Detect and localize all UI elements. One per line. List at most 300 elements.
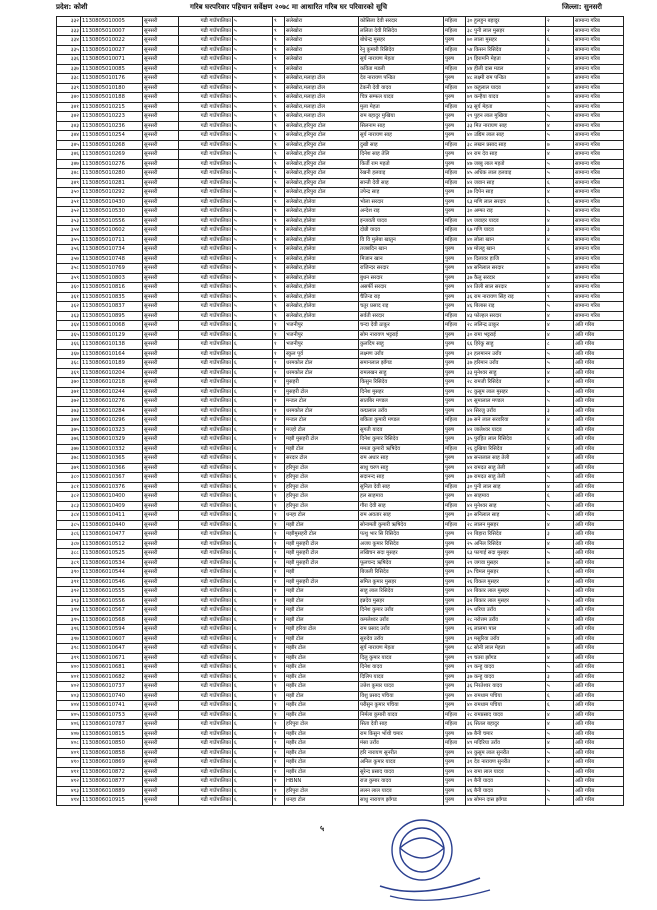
- family-size-cell: ४: [546, 216, 574, 226]
- table-row: [57, 292, 624, 302]
- family-size-cell: ३: [546, 226, 574, 236]
- municipality-cell: गढी गाउँपालिका: [179, 710, 233, 720]
- serial-cell: ४०७: [57, 729, 81, 739]
- gender-cell: पुरुष: [444, 368, 466, 378]
- gender-cell: पुरुष: [444, 691, 466, 701]
- poverty-category-cell: सामान्य गरिब: [574, 273, 624, 283]
- sub-ward-cell: १: [273, 663, 285, 673]
- serial-cell: ३९४: [57, 606, 81, 616]
- district-cell: सुनसरी: [143, 454, 179, 464]
- sub-ward-cell: १: [273, 558, 285, 568]
- table-row: [57, 17, 624, 27]
- ward-cell: ५: [233, 131, 273, 141]
- poverty-category-cell: अति गरिब: [574, 406, 624, 416]
- poverty-category-cell: अति गरिब: [574, 321, 624, 331]
- age-father-name-cell: ३२ बिकार लाल मुसहर: [466, 596, 546, 606]
- gender-cell: पुरुष: [444, 644, 466, 654]
- household-id-cell: 1130806010400: [81, 492, 143, 502]
- ward-cell: ६: [233, 368, 273, 378]
- gender-cell: पुरुष: [444, 93, 466, 103]
- head-name-cell: अजय कुमार रिसिदेव: [359, 539, 444, 549]
- household-id-cell: 1130805010223: [81, 112, 143, 122]
- district-cell: सुनसरी: [143, 121, 179, 131]
- ward-cell: ६: [233, 349, 273, 359]
- ward-cell: ६: [233, 786, 273, 796]
- tole-cell: सलेखोरा,मलाहा टोल: [285, 102, 359, 112]
- municipality-cell: गढी गाउँपालिका: [179, 169, 233, 179]
- family-size-cell: ४: [546, 454, 574, 464]
- household-id-cell: 1130805010085: [81, 64, 143, 74]
- household-id-cell: 1130806010682: [81, 672, 143, 682]
- household-id-cell: 1130806010332: [81, 444, 143, 454]
- sub-ward-cell: १: [273, 672, 285, 682]
- district-cell: सुनसरी: [143, 520, 179, 530]
- family-size-cell: ६: [546, 568, 574, 578]
- table-row: [57, 121, 624, 131]
- tole-cell: भजनीपुर: [285, 321, 359, 331]
- ward-cell: ५: [233, 64, 273, 74]
- municipality-cell: गढी गाउँपालिका: [179, 406, 233, 416]
- district-cell: सुनसरी: [143, 796, 179, 806]
- sub-ward-cell: ९: [273, 188, 285, 198]
- district-cell: सुनसरी: [143, 558, 179, 568]
- ward-cell: ६: [233, 473, 273, 483]
- age-father-name-cell: ३९ मसुरिया उराँव: [466, 634, 546, 644]
- sub-ward-cell: १: [273, 368, 285, 378]
- ward-cell: ६: [233, 663, 273, 673]
- ward-cell: ६: [233, 520, 273, 530]
- serial-cell: ३६४: [57, 321, 81, 331]
- table-row: [57, 140, 624, 150]
- household-id-cell: 1130806010525: [81, 549, 143, 559]
- age-father-name-cell: ४२ राम देव साह: [466, 150, 546, 160]
- household-id-cell: 1130806010440: [81, 520, 143, 530]
- head-name-cell: दिनेश कुमार रिसिदेव: [359, 435, 444, 445]
- age-father-name-cell: ४२ बिकार लाल मुसहर: [466, 587, 546, 597]
- tole-cell: मझौ मुसहरी टोल: [285, 558, 359, 568]
- tole-cell: सरदार टोल: [285, 454, 359, 464]
- gender-cell: पुरुष: [444, 292, 466, 302]
- poverty-category-cell: अति गरिब: [574, 454, 624, 464]
- serial-cell: ३८२: [57, 492, 81, 502]
- tole-cell: सलेखोरा,होलेवा: [285, 311, 359, 321]
- poverty-category-cell: अति गरिब: [574, 568, 624, 578]
- tole-cell: सलेखोरा,होलेवा: [285, 302, 359, 312]
- tole-cell: सलेखोरा,होलेवा: [285, 226, 359, 236]
- age-father-name-cell: ३० पुनी लाल साह: [466, 482, 546, 492]
- serial-cell: ४०९: [57, 748, 81, 758]
- district-cell: सुनसरी: [143, 729, 179, 739]
- poverty-category-cell: अति गरिब: [574, 596, 624, 606]
- poverty-category-cell: सामान्य गरिब: [574, 102, 624, 112]
- district-cell: सुनसरी: [143, 83, 179, 93]
- family-size-cell: ९: [546, 292, 574, 302]
- poverty-category-cell: अति गरिब: [574, 511, 624, 521]
- municipality-cell: गढी गाउँपालिका: [179, 17, 233, 27]
- household-id-cell: 1130805010188: [81, 93, 143, 103]
- sub-ward-cell: ९: [273, 273, 285, 283]
- ward-cell: ५: [233, 178, 273, 188]
- municipality-cell: गढी गाउँपालिका: [179, 796, 233, 806]
- head-name-cell: ममता कुमारी ऋषिदेव: [359, 444, 444, 454]
- serial-cell: ३६१: [57, 292, 81, 302]
- ward-cell: ५: [233, 302, 273, 312]
- household-id-cell: 1130805010268: [81, 140, 143, 150]
- serial-cell: ३९५: [57, 615, 81, 625]
- municipality-cell: गढी गाउँपालिका: [179, 577, 233, 587]
- table-row: [57, 26, 624, 36]
- family-size-cell: ६: [546, 178, 574, 188]
- district-cell: सुनसरी: [143, 74, 179, 84]
- ward-cell: ६: [233, 625, 273, 635]
- ward-cell: ५: [233, 216, 273, 226]
- table-row: [57, 36, 624, 46]
- age-father-name-cell: ४१ सुमालाल मण्डल: [466, 397, 546, 407]
- sub-ward-cell: १: [273, 682, 285, 692]
- tole-cell: सलेखोरा,हरिपुरा टोल: [285, 188, 359, 198]
- ward-cell: ६: [233, 587, 273, 597]
- household-id-cell: 1130805010215: [81, 102, 143, 112]
- sub-ward-cell: ९: [273, 74, 285, 84]
- poverty-category-cell: अति गरिब: [574, 615, 624, 625]
- family-size-cell: ४: [546, 653, 574, 663]
- district-cell: सुनसरी: [143, 482, 179, 492]
- sub-ward-cell: १: [273, 520, 285, 530]
- sub-ward-cell: ९: [273, 197, 285, 207]
- household-id-cell: 1130806010138: [81, 340, 143, 350]
- household-id-cell: 1130805010007: [81, 26, 143, 36]
- table-row: [57, 378, 624, 388]
- family-size-cell: ३: [546, 530, 574, 540]
- household-id-cell: 1130805010803: [81, 273, 143, 283]
- gender-cell: पुरुष: [444, 131, 466, 141]
- ward-cell: ५: [233, 83, 273, 93]
- table-row: [57, 596, 624, 606]
- age-father-name-cell: ४४ सन्तलाल साह तेली: [466, 454, 546, 464]
- tole-cell: मझौर टोल: [285, 767, 359, 777]
- municipality-cell: गढी गाउँपालिका: [179, 83, 233, 93]
- poverty-category-cell: अति गरिब: [574, 425, 624, 435]
- head-name-cell: बुधन सरदार: [359, 273, 444, 283]
- tole-cell: सलेखोरा,मलाहा टोल: [285, 83, 359, 93]
- municipality-cell: गढी गाउँपालिका: [179, 121, 233, 131]
- tole-cell: मझौ मुसहरी टोल: [285, 577, 359, 587]
- ward-cell: ६: [233, 777, 273, 787]
- ward-cell: ६: [233, 463, 273, 473]
- tole-cell: मझौ टोल: [285, 691, 359, 701]
- age-father-name-cell: २८ कुसुम लाल मुसहर: [466, 387, 546, 397]
- table-row: [57, 302, 624, 312]
- district-cell: सुनसरी: [143, 444, 179, 454]
- tole-cell: मझौ मुसहरी टोल: [285, 549, 359, 559]
- tole-cell: मज्हो टोल: [285, 425, 359, 435]
- head-name-cell: मिजान खान: [359, 254, 444, 264]
- serial-cell: ३८८: [57, 549, 81, 559]
- poverty-category-cell: अति गरिब: [574, 748, 624, 758]
- serial-cell: ३७८: [57, 454, 81, 464]
- serial-cell: ३७४: [57, 416, 81, 426]
- serial-cell: ३७०: [57, 378, 81, 388]
- tole-cell: धरमकोल टोल: [285, 359, 359, 369]
- municipality-cell: गढी गाउँपालिका: [179, 720, 233, 730]
- poverty-category-cell: अति गरिब: [574, 663, 624, 673]
- tole-cell: सलेखोरा,मलाहा टोल: [285, 93, 359, 103]
- household-id-cell: 1130806010607: [81, 634, 143, 644]
- municipality-cell: गढी गाउँपालिका: [179, 159, 233, 169]
- tole-cell: सलेखोरा,होलेवा: [285, 292, 359, 302]
- municipality-cell: गढी गाउँपालिका: [179, 349, 233, 359]
- municipality-cell: गढी गाउँपालिका: [179, 549, 233, 559]
- tole-cell: मझौर टोल: [285, 739, 359, 749]
- tole-cell: धरमकोल टोल: [285, 406, 359, 416]
- sub-ward-cell: १: [273, 482, 285, 492]
- poverty-category-cell: अति गरिब: [574, 644, 624, 654]
- ward-cell: ६: [233, 482, 273, 492]
- age-father-name-cell: ४७ जब्बु लाल महतो: [466, 159, 546, 169]
- family-size-cell: ५: [546, 729, 574, 739]
- sub-ward-cell: १: [273, 501, 285, 511]
- poverty-category-cell: अति गरिब: [574, 701, 624, 711]
- age-father-name-cell: २६ दुखिया रिसिदेव: [466, 444, 546, 454]
- gender-cell: पुरुष: [444, 349, 466, 359]
- serial-cell: ३५८: [57, 264, 81, 274]
- sub-ward-cell: १: [273, 587, 285, 597]
- family-size-cell: ४: [546, 482, 574, 492]
- ward-cell: ५: [233, 311, 273, 321]
- ward-cell: ६: [233, 568, 273, 578]
- municipality-cell: गढी गाउँपालिका: [179, 64, 233, 74]
- gender-cell: पुरुष: [444, 254, 466, 264]
- tole-cell: धनहा टोल: [285, 511, 359, 521]
- family-size-cell: ५: [546, 55, 574, 65]
- poverty-category-cell: अति गरिब: [574, 359, 624, 369]
- age-father-name-cell: ३७ दिपेन साह: [466, 188, 546, 198]
- district-cell: सुनसरी: [143, 406, 179, 416]
- sub-ward-cell: ९: [273, 83, 285, 93]
- table-row: [57, 577, 624, 587]
- serial-cell: ३४१: [57, 102, 81, 112]
- municipality-cell: गढी गाउँपालिका: [179, 492, 233, 502]
- serial-cell: ४०२: [57, 682, 81, 692]
- table-row: [57, 634, 624, 644]
- municipality-cell: गढी गाउँपालिका: [179, 634, 233, 644]
- head-name-cell: दुखी साह: [359, 140, 444, 150]
- gender-cell: पुरुष: [444, 264, 466, 274]
- sub-ward-cell: ९: [273, 292, 285, 302]
- age-father-name-cell: ४६ बैनी यादव: [466, 786, 546, 796]
- age-father-name-cell: २८ नरोत्तम उराँव: [466, 615, 546, 625]
- family-size-cell: ५: [546, 254, 574, 264]
- household-id-cell: 1130806010737: [81, 682, 143, 692]
- serial-cell: ३४७: [57, 159, 81, 169]
- municipality-cell: गढी गाउँपालिका: [179, 425, 233, 435]
- table-row: [57, 188, 624, 198]
- age-father-name-cell: ३३ मित नारायण साह: [466, 121, 546, 131]
- head-name-cell: ललन लाल यादव: [359, 786, 444, 796]
- district-cell: सुनसरी: [143, 511, 179, 521]
- head-name-cell: सोम नारायण भट्टराई: [359, 330, 444, 340]
- district-cell: सुनसरी: [143, 777, 179, 787]
- table-row: [57, 406, 624, 416]
- serial-cell: ३४२: [57, 112, 81, 122]
- household-id-cell: 1130806010815: [81, 729, 143, 739]
- poverty-category-cell: सामान्य गरिब: [574, 83, 624, 93]
- sub-ward-cell: १: [273, 644, 285, 654]
- ward-cell: ६: [233, 359, 273, 369]
- gender-cell: पुरुष: [444, 587, 466, 597]
- tole-cell: मझौर टोल: [285, 672, 359, 682]
- table-row: [57, 102, 624, 112]
- tole-cell: हरिपुरा टोल: [285, 492, 359, 502]
- poverty-category-cell: अति गरिब: [574, 463, 624, 473]
- table-row: [57, 530, 624, 540]
- age-father-name-cell: ३० अम्फा राइ: [466, 207, 546, 217]
- gender-cell: महिला: [444, 520, 466, 530]
- district-cell: सुनसरी: [143, 606, 179, 616]
- head-name-cell: सुर्य नारायण मेहता: [359, 644, 444, 654]
- household-id-cell: 1130805010236: [81, 121, 143, 131]
- household-id-cell: 1130805010027: [81, 45, 143, 55]
- municipality-cell: गढी गाउँपालिका: [179, 36, 233, 46]
- tole-cell: सलेखोरा: [285, 26, 359, 36]
- sub-ward-cell: ९: [273, 102, 285, 112]
- household-id-cell: 1130806010068: [81, 321, 143, 331]
- tole-cell: सलेखोरा,होलेवा: [285, 283, 359, 293]
- serial-cell: ३८७: [57, 539, 81, 549]
- gender-cell: महिला: [444, 83, 466, 93]
- sub-ward-cell: ९: [273, 112, 285, 122]
- family-size-cell: ७: [546, 74, 574, 84]
- gender-cell: पुरुष: [444, 150, 466, 160]
- sub-ward-cell: १: [273, 748, 285, 758]
- poverty-category-cell: अति गरिब: [574, 729, 624, 739]
- tole-cell: हरिपुरा टोल: [285, 482, 359, 492]
- table-row: [57, 739, 624, 749]
- gender-cell: पुरुष: [444, 188, 466, 198]
- tole-cell: सलेखोरा,होलेवा: [285, 245, 359, 255]
- ward-cell: ६: [233, 606, 273, 616]
- ward-cell: ६: [233, 767, 273, 777]
- age-father-name-cell: २८ रामप्रसाद यादव: [466, 710, 546, 720]
- household-id-cell: 1130805010280: [81, 169, 143, 179]
- age-father-name-cell: ३० रामा भट्टराई: [466, 330, 546, 340]
- age-father-name-cell: ७९ कन्हैया यादव: [466, 93, 546, 103]
- head-name-cell: हरि नारायण सुनरीत: [359, 748, 444, 758]
- family-size-cell: ६: [546, 245, 574, 255]
- gender-cell: पुरुष: [444, 767, 466, 777]
- head-name-cell: सर्वती सरदार: [359, 311, 444, 321]
- ward-cell: ६: [233, 672, 273, 682]
- district-cell: सुनसरी: [143, 549, 179, 559]
- tole-cell: सलेखोरा: [285, 36, 359, 46]
- table-row: [57, 539, 624, 549]
- serial-cell: ३७५: [57, 425, 81, 435]
- gender-cell: पुरुष: [444, 112, 466, 122]
- head-name-cell: राजिन्दर सरदार: [359, 264, 444, 274]
- sub-ward-cell: १: [273, 444, 285, 454]
- serial-cell: ३७९: [57, 463, 81, 473]
- age-father-name-cell: ६३ मणि लाल सरदार: [466, 197, 546, 207]
- poverty-category-cell: सामान्य गरिब: [574, 216, 624, 226]
- head-name-cell: गौरा देवी साह: [359, 501, 444, 511]
- table-row: [57, 606, 624, 616]
- serial-cell: ४१४: [57, 796, 81, 806]
- head-name-cell: दिनेश यादव: [359, 663, 444, 673]
- age-father-name-cell: ४४ सोमन दास झाँगड: [466, 796, 546, 806]
- poverty-category-cell: सामान्य गरिब: [574, 302, 624, 312]
- household-id-cell: 1130805010005: [81, 17, 143, 27]
- age-father-name-cell: २८ लालन मुसहर: [466, 520, 546, 530]
- age-father-name-cell: ४५ अधिक लाल हलवाइ: [466, 169, 546, 179]
- ward-cell: ६: [233, 454, 273, 464]
- family-size-cell: ३: [546, 406, 574, 416]
- serial-cell: ३७६: [57, 435, 81, 445]
- family-size-cell: ४: [546, 378, 574, 388]
- age-father-name-cell: ४६ बिलास राइ: [466, 302, 546, 312]
- poverty-category-cell: अति गरिब: [574, 634, 624, 644]
- household-id-cell: 1130806010594: [81, 625, 143, 635]
- district-cell: सुनसरी: [143, 159, 179, 169]
- table-row: [57, 682, 624, 692]
- household-id-cell: 1130805010430: [81, 197, 143, 207]
- tole-cell: मझौ टोल: [285, 634, 359, 644]
- ward-cell: ६: [233, 492, 273, 502]
- tole-cell: मझौर टोल: [285, 758, 359, 768]
- gender-cell: पुरुष: [444, 539, 466, 549]
- district-cell: सुनसरी: [143, 368, 179, 378]
- sub-ward-cell: ९: [273, 140, 285, 150]
- municipality-cell: गढी गाउँपालिका: [179, 112, 233, 122]
- family-size-cell: ५: [546, 207, 574, 217]
- district-cell: सुनसरी: [143, 102, 179, 112]
- household-id-cell: 1130806010164: [81, 349, 143, 359]
- district-cell: सुनसरी: [143, 169, 179, 179]
- gender-cell: पुरुष: [444, 653, 466, 663]
- tole-cell: सलेखोरा,होलेवा: [285, 273, 359, 283]
- serial-cell: ३४०: [57, 93, 81, 103]
- tole-cell: मझौर टोल: [285, 663, 359, 673]
- tole-cell: मुसहरी: [285, 378, 359, 388]
- gender-cell: पुरुष: [444, 758, 466, 768]
- municipality-cell: गढी गाउँपालिका: [179, 245, 233, 255]
- district-cell: सुनसरी: [143, 302, 179, 312]
- household-id-cell: 1130806010740: [81, 691, 143, 701]
- family-size-cell: ४: [546, 425, 574, 435]
- ward-cell: ६: [233, 425, 273, 435]
- serial-cell: ३३४: [57, 36, 81, 46]
- table-row: [57, 83, 624, 93]
- serial-cell: ३८९: [57, 558, 81, 568]
- serial-cell: ३६७: [57, 349, 81, 359]
- sub-ward-cell: ९: [273, 36, 285, 46]
- ward-cell: ५: [233, 273, 273, 283]
- sub-ward-cell: ९: [273, 207, 285, 217]
- family-size-cell: २: [546, 17, 574, 27]
- family-size-cell: ५: [546, 102, 574, 112]
- serial-cell: ३६०: [57, 283, 81, 293]
- municipality-cell: गढी गाउँपालिका: [179, 387, 233, 397]
- district-cell: सुनसरी: [143, 682, 179, 692]
- district-cell: सुनसरी: [143, 653, 179, 663]
- gender-cell: पुरुष: [444, 615, 466, 625]
- family-size-cell: ५: [546, 596, 574, 606]
- poverty-category-cell: सामान्य गरिब: [574, 188, 624, 198]
- district-cell: सुनसरी: [143, 387, 179, 397]
- serial-cell: ३३२: [57, 17, 81, 27]
- tole-cell: हरिपुरा टोल: [285, 720, 359, 730]
- household-id-cell: 1130805010748: [81, 254, 143, 264]
- sub-ward-cell: १: [273, 454, 285, 464]
